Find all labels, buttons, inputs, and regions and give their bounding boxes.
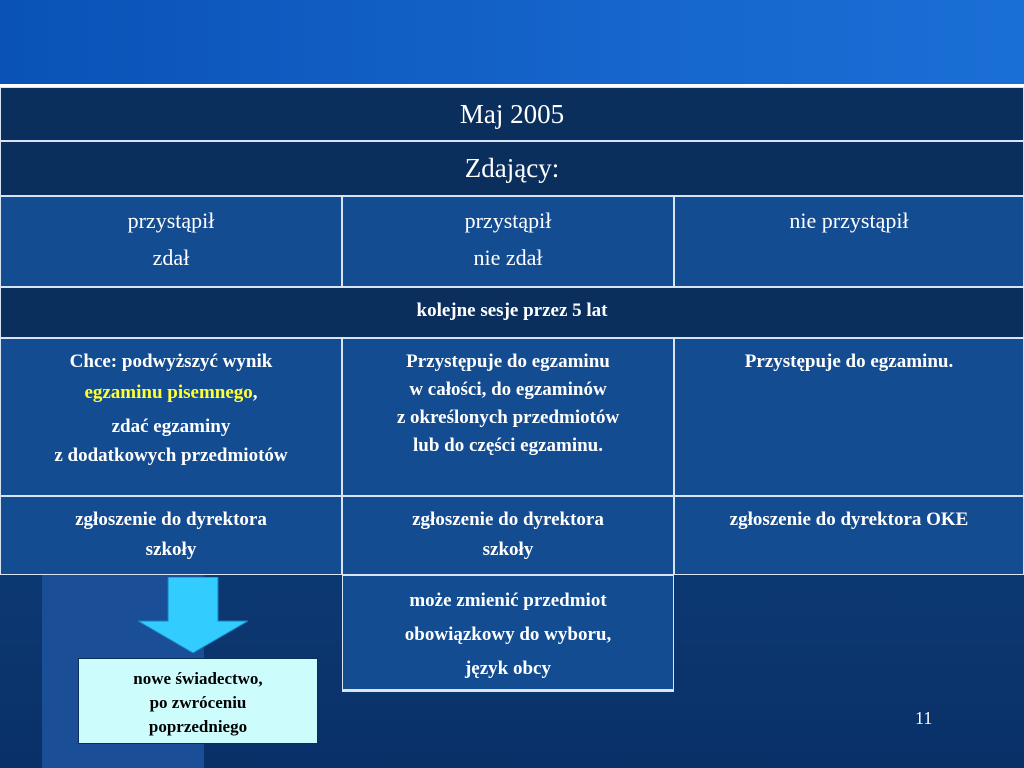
option-passed-highlight: egzaminu pisemnego [84,382,253,403]
option-passed-line2 [1,376,341,410]
table-subtitle: Zdający: [464,153,560,183]
certificate-note [78,658,318,744]
certificate-note-line1: nowe świadectwo, [133,669,263,688]
category-failed-line1: przystąpił [464,208,552,233]
option-passed-line3: zdać egzaminy [111,416,231,437]
option-passed-line4: z dodatkowych przedmiotów [54,445,288,466]
change-note-line1: może zmienić przedmiot [409,590,607,611]
certificate-note-line2: po zwróceniu [149,693,247,712]
change-note-line3: język obcy [464,658,551,679]
page-number: 11 [915,708,933,728]
category-absent-line1: nie przystąpił [789,208,909,233]
option-failed-line2: w całości, do egzaminów [409,379,607,400]
change-note-cell [342,575,674,692]
submission-absent-cell [674,496,1024,575]
category-failed-cell [342,196,674,287]
option-failed-line4: lub do części egzaminu. [413,435,603,456]
table-subtitle-cell [0,141,1024,196]
category-passed-line2: zdał [152,245,190,270]
option-failed-line1: Przystępuje do egzaminu [406,351,610,372]
submission-passed-line1: zgłoszenie do dyrektora [75,509,267,530]
category-failed-line2: nie zdał [473,245,543,270]
sessions-text: kolejne sesje przez 5 lat [416,300,608,321]
option-failed-cell [342,338,674,496]
sessions-cell [0,287,1024,338]
option-passed-line1: Chce: podwyższyć wynik [69,351,273,372]
table-title-cell [0,87,1024,141]
option-absent-cell [674,338,1024,496]
option-absent-line1: Przystępuje do egzaminu. [744,351,954,372]
submission-passed-line2: szkoły [145,539,197,560]
submission-failed-line2: szkoły [482,539,534,560]
option-passed-highlight-suffix: , [252,382,258,403]
certificate-note-line3: poprzedniego [148,717,248,736]
category-absent-cell [674,196,1024,287]
option-failed-line3: z określonych przedmiotów [396,407,620,428]
change-note-line2: obowiązkowy do wyboru, [404,624,612,645]
table-title: Maj 2005 [459,99,565,129]
option-passed-cell [0,338,342,496]
submission-absent-line1: zgłoszenie do dyrektora OKE [729,509,969,530]
submission-failed-line1: zgłoszenie do dyrektora [412,509,604,530]
category-passed-cell [0,196,342,287]
submission-failed-cell [342,496,674,575]
category-passed-line1: przystąpił [127,208,215,233]
header-band [0,0,1024,84]
submission-passed-cell [0,496,342,575]
down-arrow-icon [138,577,248,653]
